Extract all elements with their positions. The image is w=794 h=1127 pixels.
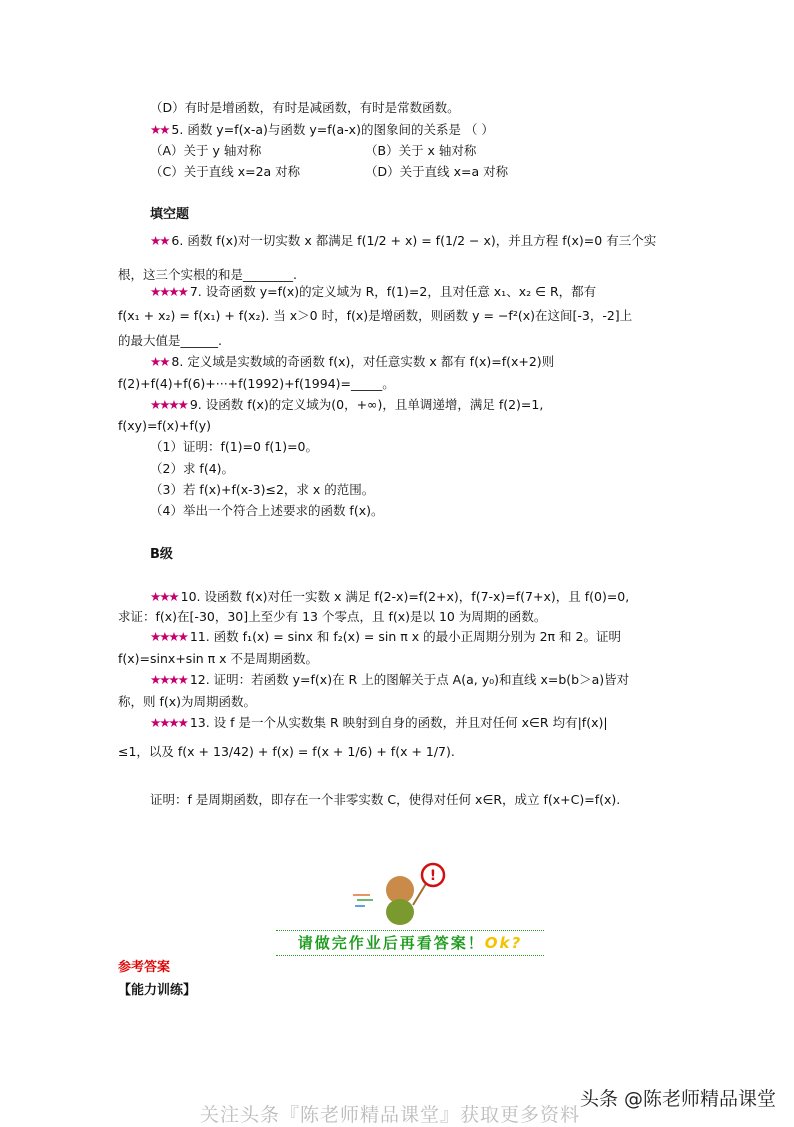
- difficulty-stars: ★★: [150, 122, 169, 137]
- section-fill-blank: 填空题: [150, 207, 190, 222]
- question-text: 11. 函数 f₁(x) = sinx 和 f₂(x) = sin π x 的最小正周期分别为 2π 和 2。证明: [189, 629, 621, 644]
- option-a: （A）关于 y 轴对称: [150, 143, 262, 158]
- q5-options-row1: [150, 143, 477, 159]
- training-heading: 【能力训练】: [118, 983, 197, 998]
- difficulty-stars: ★★★★: [150, 629, 187, 644]
- question-7: [150, 284, 596, 300]
- question-text: 10. 设函数 f(x)对任一实数 x 满足 f(2-x)=f(2+x)，f(7-x)=f(7+x)，且 f(0)=0,: [180, 589, 630, 604]
- difficulty-stars: ★★: [150, 354, 169, 369]
- q9-part-2: （2）求 f(4)。: [150, 461, 235, 476]
- cartoon-mascot-icon: [345, 860, 455, 930]
- question-text: 9. 设函数 f(x)的定义域为(0，+∞)，且单调递增，满足 f(2)=1,: [189, 397, 544, 412]
- question-13-cont: ≤1，以及 f(x + 13/42) + f(x) = f(x + 1/6) + f(x + 1/7).: [118, 744, 455, 759]
- q9-part-3: （3）若 f(x)+f(x-3)≤2，求 x 的范围。: [150, 482, 375, 497]
- section-b-level: B级: [150, 547, 173, 562]
- option-d-q4: （D）有时是增函数，有时是减函数，有时是常数函数。: [150, 100, 460, 115]
- difficulty-stars: ★★★★: [150, 715, 187, 730]
- question-5: [150, 122, 494, 138]
- option-c: （C）关于直线 x=2a 对称: [150, 164, 301, 179]
- question-text: 5. 函数 y=f(x-a)与函数 y=f(a-x)的图象间的关系是 （ ）: [171, 122, 494, 137]
- question-7-cont: f(x₁ + x₂) = f(x₁) + f(x₂). 当 x＞0 时，f(x)是增函数，则函数 y = −f²(x)在这间[-3，-2]上: [118, 308, 633, 323]
- question-8-cont: f(2)+f(4)+f(6)+···+f(1992)+f(1994)=_____。: [118, 376, 395, 391]
- footer-note: 关注头条『陈老师精品课堂』获取更多资料: [200, 1104, 581, 1126]
- q9-part-4: （4）举出一个符合上述要求的函数 f(x)。: [150, 503, 384, 518]
- difficulty-stars: ★★★★: [150, 284, 187, 299]
- question-text: 13. 设 f 是一个从实数集 R 映射到自身的函数，并且对任何 x∈R 均有|f(x)|: [189, 715, 608, 730]
- question-13: [150, 715, 608, 731]
- question-text: 7. 设奇函数 y=f(x)的定义域为 R，f(1)=2，且对任意 x₁、x₂ ∈ R，都有: [189, 284, 597, 299]
- question-10-cont: 求证：f(x)在[-30，30]上至少有 13 个零点，且 f(x)是以 10 为周期的函数。: [118, 609, 547, 624]
- question-12-cont: 称，则 f(x)为周期函数。: [118, 694, 257, 709]
- difficulty-stars: ★★: [150, 233, 169, 248]
- question-10: [150, 589, 629, 605]
- difficulty-stars: ★★★: [150, 589, 178, 604]
- question-12: [150, 672, 629, 688]
- q9-part-1: （1）证明：f(1)=0 f(1)=0。: [150, 439, 318, 454]
- difficulty-stars: ★★★★: [150, 397, 187, 412]
- question-8: [150, 354, 554, 370]
- q5-options-row2: [150, 164, 509, 180]
- question-9-cont: f(xy)=f(x)+f(y): [118, 418, 211, 433]
- question-7-cont2: 的最大值是______.: [118, 333, 222, 348]
- question-11-cont: f(x)=sinx+sin π x 不是周期函数。: [118, 651, 319, 666]
- banner-ok: Ok?: [484, 934, 523, 952]
- watermark: 头条 @陈老师精品课堂: [579, 1088, 776, 1110]
- homework-banner: [276, 930, 544, 956]
- svg-text:!: !: [429, 868, 437, 884]
- question-11: [150, 629, 621, 645]
- question-6: [150, 233, 656, 249]
- option-d: （D）关于直线 x=a 对称: [365, 164, 509, 179]
- question-13-proof: 证明：f 是周期函数，即存在一个非零实数 C，使得对任何 x∈R，成立 f(x+C)=f(x).: [150, 792, 621, 807]
- difficulty-stars: ★★★★: [150, 672, 187, 687]
- question-6-cont: 根，这三个实根的和是________.: [118, 267, 297, 282]
- question-text: 12. 证明：若函数 y=f(x)在 R 上的图解关于点 A(a, y₀)和直线 x=b(b＞a)皆对: [189, 672, 630, 687]
- question-9: [150, 397, 543, 413]
- option-b: （B）关于 x 轴对称: [365, 143, 477, 158]
- question-text: 6. 函数 f(x)对一切实数 x 都满足 f(1/2 + x) = f(1/2 − x)，并且方程 f(x)=0 有三个实: [171, 233, 657, 248]
- banner-text: 请做完作业后再看答案！: [297, 934, 485, 952]
- question-text: 8. 定义域是实数域的奇函数 f(x)，对任意实数 x 都有 f(x)=f(x+2)则: [171, 354, 555, 369]
- answer-title: 参考答案: [118, 960, 171, 975]
